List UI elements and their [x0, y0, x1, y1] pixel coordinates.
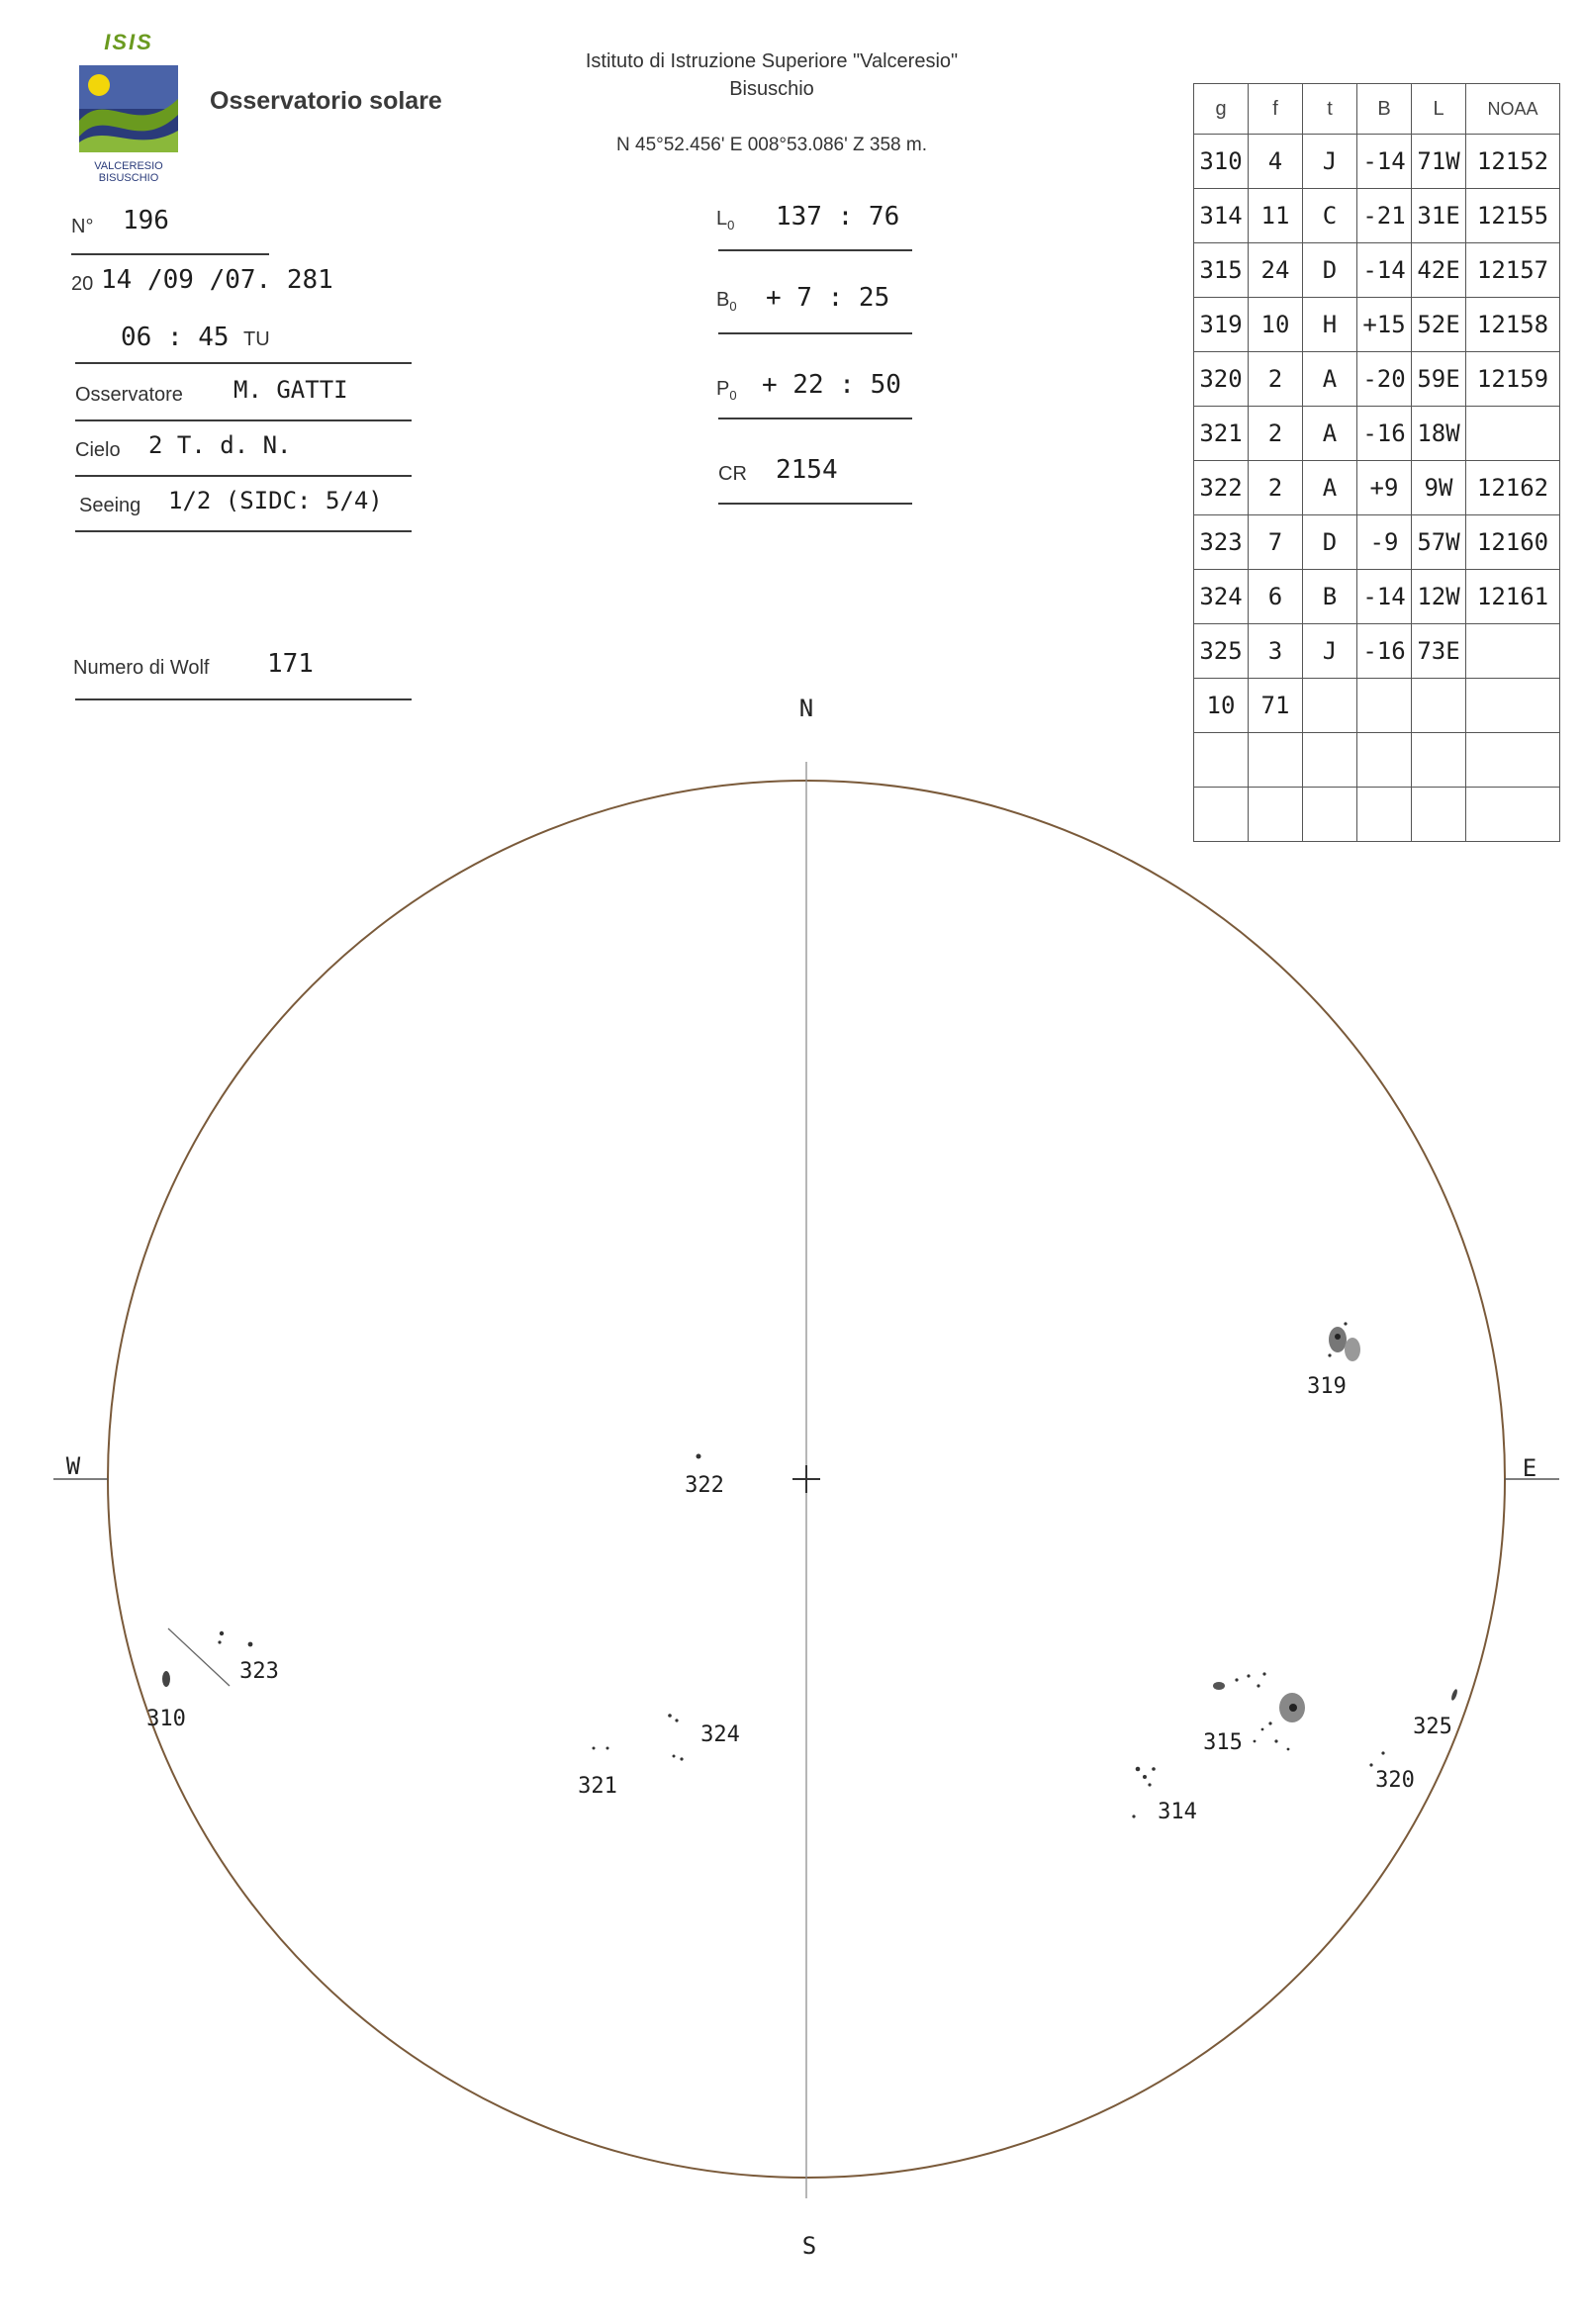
table-cell-g: 310 [1194, 135, 1249, 189]
sunspot-group-321 [578, 1747, 617, 1800]
cr-label: CR [718, 463, 747, 485]
header-t: t [1303, 84, 1357, 135]
table-cell-g: 323 [1194, 515, 1249, 570]
sunspot-group-323 [168, 1628, 279, 1686]
location-coordinates: N 45°52.456' E 008°53.086' Z 358 m. [616, 135, 927, 155]
date-prefix: 20 [71, 273, 94, 295]
table-cell-l: 9W [1412, 461, 1466, 515]
time-value: 06 : 45 [121, 323, 230, 352]
table-cell-g: 314 [1194, 189, 1249, 243]
group-label-314: 314 [1158, 1800, 1197, 1824]
b0-value: + 7 : 25 [766, 283, 890, 313]
l0-label: $L_0$ [716, 208, 735, 232]
table-cell-t: A [1303, 352, 1357, 407]
south-label: S [801, 2232, 817, 2260]
l0-value: 137 : 76 [776, 202, 900, 232]
header-b: B [1357, 84, 1412, 135]
group-label-322: 322 [685, 1473, 724, 1498]
table-cell-b: -14 [1357, 570, 1412, 624]
logo-caption-line-1: VALCERESIO [94, 160, 163, 172]
group-label-315: 315 [1203, 1730, 1243, 1755]
table-cell-g: 322 [1194, 461, 1249, 515]
table-cell-t: H [1303, 298, 1357, 352]
table-cell-g: 319 [1194, 298, 1249, 352]
table-cell-l: 59E [1412, 352, 1466, 407]
group-label-324: 324 [700, 1722, 740, 1747]
header-l: L [1412, 84, 1466, 135]
table-cell-l: 52E [1412, 298, 1466, 352]
cr-value: 2154 [776, 455, 838, 485]
table-cell-f: 10 [1249, 298, 1303, 352]
time-suffix: TU [243, 328, 270, 350]
table-cell-b: -9 [1357, 515, 1412, 570]
table-cell-t: D [1303, 515, 1357, 570]
table-cell-t: A [1303, 407, 1357, 461]
table-cell-g: 320 [1194, 352, 1249, 407]
table-cell-f: 11 [1249, 189, 1303, 243]
table-cell-b: -16 [1357, 624, 1412, 679]
east-label: E [1522, 1454, 1537, 1482]
table-cell-l: 73E [1412, 624, 1466, 679]
table-cell-g: 315 [1194, 243, 1249, 298]
table-cell-l: 12W [1412, 570, 1466, 624]
table-cell-l: 42E [1412, 243, 1466, 298]
b0-label: $B_0$ [716, 289, 737, 314]
table-cell-l: 31E [1412, 189, 1466, 243]
table-cell-t: J [1303, 624, 1357, 679]
table-cell-f: 6 [1249, 570, 1303, 624]
table-cell-noaa: 12159 [1466, 352, 1560, 407]
sky-value: 2 T. d. N. [148, 431, 292, 459]
table-cell-noaa: 12155 [1466, 189, 1560, 243]
table-cell-f: 7 [1249, 515, 1303, 570]
table-cell-t: C [1303, 189, 1357, 243]
number-label: N° [71, 216, 94, 237]
table-cell-b: -14 [1357, 135, 1412, 189]
seeing-label: Seeing [79, 495, 141, 516]
group-label-320: 320 [1375, 1768, 1415, 1793]
sunspot-group-310 [146, 1671, 186, 1731]
table-cell-l: 57W [1412, 515, 1466, 570]
table-cell-b: -16 [1357, 407, 1412, 461]
table-cell-l: 18W [1412, 407, 1466, 461]
date-value: 14 /09 /07. 281 [101, 265, 333, 295]
table-cell-t: B [1303, 570, 1357, 624]
group-label-321: 321 [578, 1774, 617, 1799]
table-cell-b: +9 [1357, 461, 1412, 515]
table-cell-t: D [1303, 243, 1357, 298]
sunspot-group-319 [1307, 1322, 1360, 1399]
header-noaa: NOAA [1466, 84, 1560, 135]
wolf-label: Numero di Wolf [73, 657, 210, 679]
number-value: 196 [123, 206, 169, 235]
table-cell-f: 24 [1249, 243, 1303, 298]
table-cell-b: -20 [1357, 352, 1412, 407]
sunspot-group-324 [668, 1714, 740, 1760]
table-cell-b: +15 [1357, 298, 1412, 352]
group-label-323: 323 [239, 1659, 279, 1684]
p0-value: + 22 : 50 [762, 370, 901, 400]
table-cell-f: 2 [1249, 461, 1303, 515]
table-cell-noaa: 12160 [1466, 515, 1560, 570]
table-cell-noaa: 12152 [1466, 135, 1560, 189]
table-cell-noaa: 12158 [1466, 298, 1560, 352]
table-cell-t: A [1303, 461, 1357, 515]
header-g: g [1194, 84, 1249, 135]
group-label-325: 325 [1413, 1715, 1452, 1739]
table-cell-b: -14 [1357, 243, 1412, 298]
observer-label: Osservatore [75, 384, 183, 406]
sky-label: Cielo [75, 439, 121, 461]
sunspot-group-314 [1132, 1767, 1196, 1824]
institute-line-2: Bisuschio [729, 78, 814, 100]
table-cell-f: 3 [1249, 624, 1303, 679]
header-f: f [1249, 84, 1303, 135]
west-label: W [65, 1452, 81, 1480]
north-label: N [798, 695, 814, 722]
table-cell-noaa: 12162 [1466, 461, 1560, 515]
seeing-value: 1/2 (SIDC: 5/4) [168, 487, 383, 514]
table-cell-g: 324 [1194, 570, 1249, 624]
table-cell-g: 321 [1194, 407, 1249, 461]
group-label-310: 310 [146, 1707, 186, 1731]
observatory-title: Osservatorio solare [210, 87, 442, 115]
sunspot-group-325 [1413, 1689, 1458, 1739]
sunspot-group-320 [1369, 1751, 1414, 1793]
table-cell-g: 10 [1194, 679, 1249, 733]
table-cell-f: 71 [1249, 679, 1303, 733]
table-cell-f: 4 [1249, 135, 1303, 189]
table-cell-f: 2 [1249, 352, 1303, 407]
table-cell-b: -21 [1357, 189, 1412, 243]
table-cell-g: 325 [1194, 624, 1249, 679]
logo-caption-line-2: BISUSCHIO [98, 172, 159, 184]
table-cell-f: 2 [1249, 407, 1303, 461]
group-label-319: 319 [1307, 1374, 1347, 1399]
logo-wordmark: ISIS [104, 30, 153, 54]
observer-value: M. GATTI [233, 376, 348, 404]
sunspot-group-315 [1203, 1672, 1305, 1755]
table-cell-noaa: 12161 [1466, 570, 1560, 624]
wolf-value: 171 [267, 649, 314, 679]
institute-line-1: Istituto di Istruzione Superiore "Valceresio" [585, 50, 959, 72]
table-cell-t: J [1303, 135, 1357, 189]
table-cell-l: 71W [1412, 135, 1466, 189]
p0-label: $P_0$ [716, 378, 737, 403]
sunspot-group-322 [685, 1454, 724, 1499]
table-cell-noaa: 12157 [1466, 243, 1560, 298]
